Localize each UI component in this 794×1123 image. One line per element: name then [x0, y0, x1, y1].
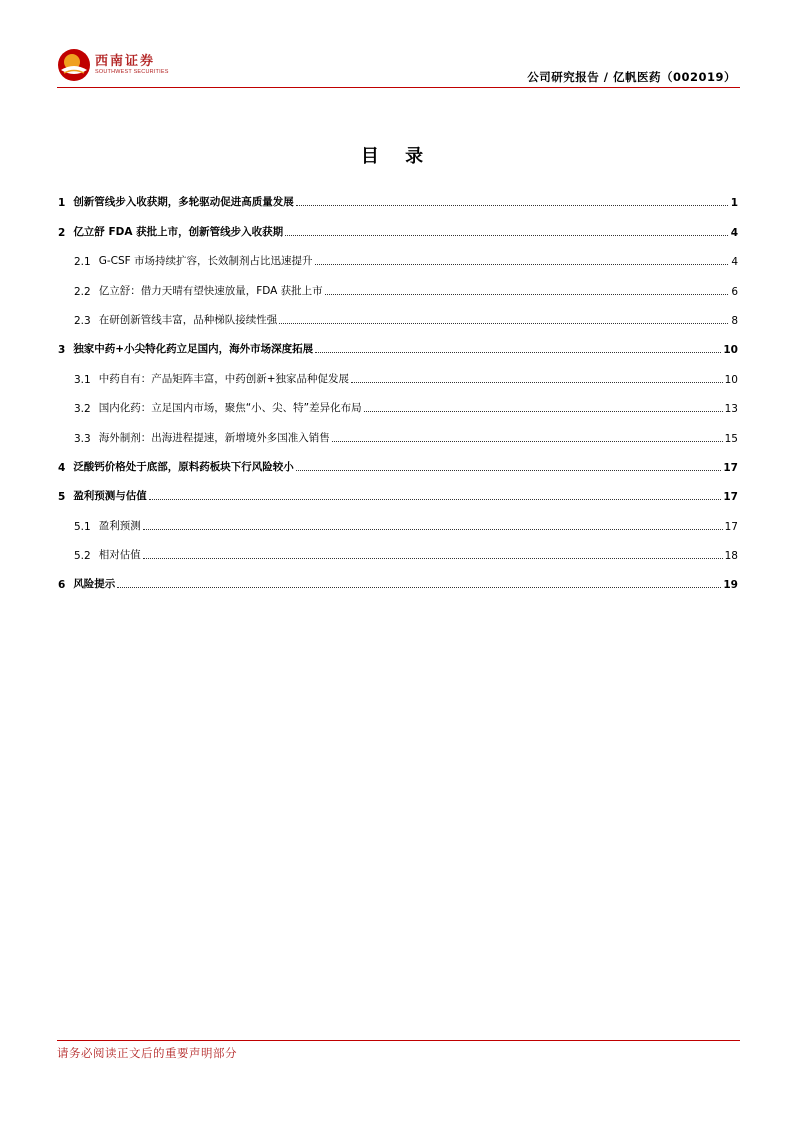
toc-entry-number: 5.2	[74, 550, 91, 563]
toc-subentry[interactable]	[58, 503, 738, 532]
toc-entry-page: 17	[723, 461, 738, 474]
toc-entry-number: 6	[58, 579, 66, 592]
toc-entry-number: 2.2	[74, 285, 91, 298]
logo-english-name: SOUTHWEST SECURITIES	[95, 69, 169, 75]
toc-leader-dots	[296, 205, 728, 206]
toc-subentry[interactable]	[58, 239, 738, 268]
toc-entry-number: 2.1	[74, 256, 91, 269]
toc-leader-dots	[364, 411, 723, 412]
toc-entry-text: 中药自有：产品矩阵丰富，中药创新+独家品种促发展	[98, 372, 349, 385]
toc-leader-dots	[351, 382, 723, 383]
toc-entry-page: 17	[723, 491, 738, 504]
logo-chinese-name: 西南证券	[95, 54, 156, 69]
toc-entry-page: 15	[724, 432, 738, 445]
toc-entry-text: 盈利预测与估值	[73, 490, 147, 503]
toc-leader-dots	[149, 499, 722, 500]
toc-entry-page: 4	[730, 226, 738, 239]
toc-entry-number: 1	[58, 197, 66, 210]
toc-entry[interactable]	[58, 327, 738, 356]
toc-entry-text: 国内化药：立足国内市场，聚焦“小、尖、特”差异化布局	[98, 402, 362, 415]
toc-entry[interactable]	[58, 209, 738, 238]
toc-subentry[interactable]	[58, 386, 738, 415]
toc-entry-number: 3.1	[74, 373, 91, 386]
toc-entry-page: 18	[724, 550, 738, 563]
toc-entry-text: 相对估值	[98, 549, 141, 562]
toc-entry[interactable]	[58, 180, 738, 209]
toc-leader-dots	[296, 470, 722, 471]
toc-entry-number: 3	[58, 344, 66, 357]
toc-subentry[interactable]	[58, 268, 738, 297]
header-divider	[57, 87, 740, 88]
toc-entry-text: 风险提示	[73, 578, 116, 591]
toc-entry-page: 10	[724, 373, 738, 386]
toc-entry-page: 19	[723, 579, 738, 592]
toc-entry-number: 3.3	[74, 432, 91, 445]
toc-subentry[interactable]	[58, 533, 738, 562]
toc-entry[interactable]	[58, 474, 738, 503]
toc-subentry[interactable]	[58, 298, 738, 327]
toc-entry-text: 创新管线步入收获期，多轮驱动促进高质量发展	[73, 196, 294, 209]
report-header-title: 公司研究报告 / 亿帆医药（002019）	[527, 70, 736, 84]
footer-divider	[57, 1040, 740, 1041]
toc-entry-number: 4	[58, 461, 66, 474]
toc-entry-text: 亿立舒 FDA 获批上市，创新管线步入收获期	[73, 225, 284, 238]
toc-leader-dots	[143, 558, 723, 559]
toc-entry-text: 海外制剂：出海进程提速，新增境外多国准入销售	[98, 431, 330, 444]
toc-entry-text: G-CSF 市场持续扩容，长效制剂占比迅速提升	[98, 255, 313, 268]
toc-entry[interactable]	[58, 445, 738, 474]
toc-leader-dots	[143, 529, 723, 530]
toc-subentry[interactable]	[58, 415, 738, 444]
toc-entry-text: 独家中药+小尖特化药立足国内，海外市场深度拓展	[73, 343, 314, 356]
table-of-contents	[58, 180, 738, 591]
toc-leader-dots	[315, 352, 721, 353]
toc-entry[interactable]	[58, 562, 738, 591]
toc-entry-page: 1	[730, 197, 738, 210]
toc-entry-number: 5	[58, 491, 66, 504]
logo-text	[95, 54, 169, 76]
toc-leader-dots	[332, 441, 723, 442]
toc-entry-text: 亿立舒：借力天晴有望快速放量，FDA 获批上市	[98, 284, 323, 297]
toc-subentry[interactable]	[58, 356, 738, 385]
footer-disclaimer-notice: 请务必阅读正文后的重要声明部分	[57, 1046, 237, 1060]
toc-entry-page: 4	[731, 256, 738, 269]
toc-leader-dots	[279, 323, 728, 324]
toc-entry-number: 3.2	[74, 403, 91, 416]
company-logo	[57, 48, 169, 82]
toc-entry-number: 2.3	[74, 314, 91, 327]
toc-leader-dots	[117, 587, 721, 588]
toc-leader-dots	[285, 235, 728, 236]
toc-entry-text: 泛酸钙价格处于底部，原料药板块下行风险较小	[73, 460, 294, 473]
toc-entry-page: 6	[731, 285, 738, 298]
toc-entry-page: 8	[731, 314, 738, 327]
toc-leader-dots	[325, 294, 728, 295]
toc-leader-dots	[315, 264, 728, 265]
toc-entry-text: 盈利预测	[98, 519, 141, 532]
toc-title: 目 录	[360, 146, 434, 167]
toc-entry-number: 5.1	[74, 520, 91, 533]
toc-entry-page: 13	[724, 403, 738, 416]
toc-entry-page: 17	[724, 520, 738, 533]
toc-entry-page: 10	[723, 344, 738, 357]
southwest-securities-logo-icon	[57, 48, 91, 82]
toc-entry-number: 2	[58, 226, 66, 239]
toc-entry-text: 在研创新管线丰富，品种梯队接续性强	[98, 313, 278, 326]
